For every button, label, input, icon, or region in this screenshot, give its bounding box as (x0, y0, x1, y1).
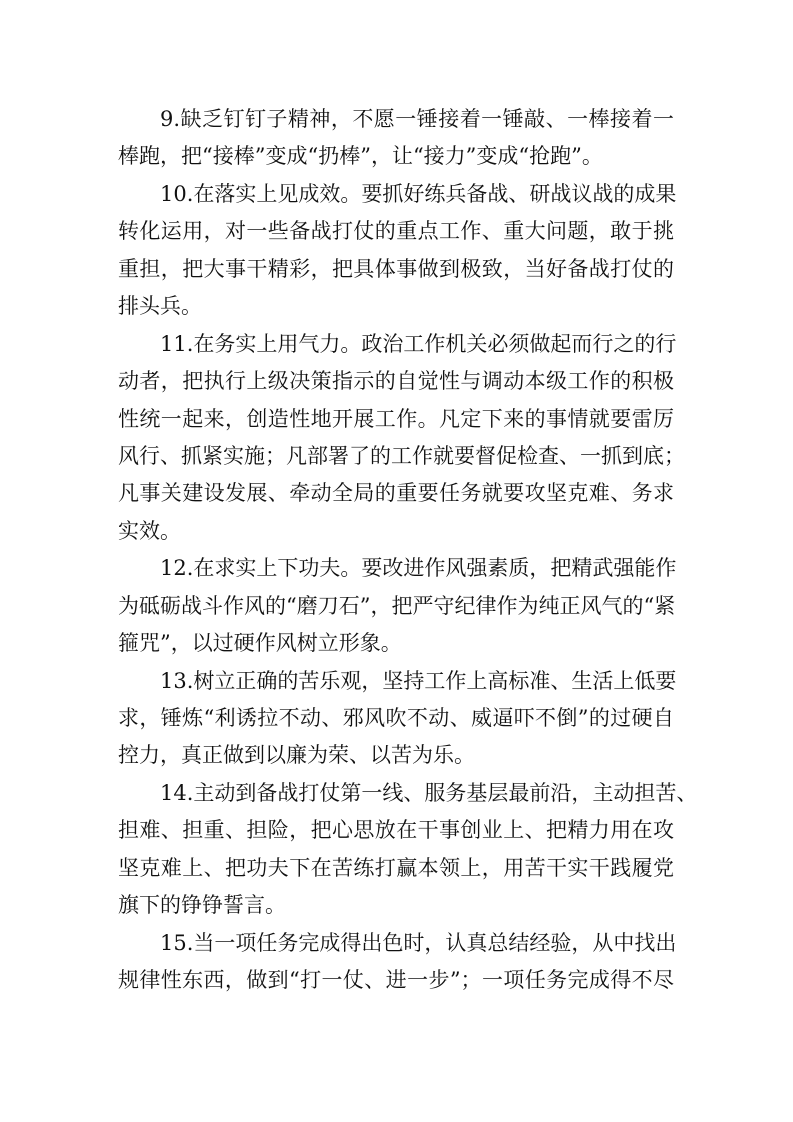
text-line: 性统一起来，创造性地开展工作。凡定下来的事情就要雷厉 (118, 406, 674, 431)
text-line: 旗下的铮铮誓言。 (118, 893, 286, 918)
paragraph (118, 176, 677, 326)
text-line: 坚克难上、把功夫下在苦练打赢本领上，用苦干实干践履党 (118, 855, 674, 880)
paragraph (118, 775, 698, 925)
text-line: 15.当一项任务完成得出色时，认真总结经验，从中找出 (160, 930, 677, 955)
paragraph (118, 101, 674, 176)
paragraph (118, 663, 677, 775)
text-line: 14.主动到备战打仗第一线、服务基层最前沿，主动担苦、 (160, 780, 698, 805)
text-line: 9.缺乏钉钉子精神，不愿一锤接着一锤敲、一棒接着一 (160, 107, 674, 131)
paragraph (118, 925, 677, 1000)
text-line: 排头兵。 (118, 294, 202, 319)
paragraph (118, 326, 685, 551)
text-line: 棒跑，把“接棒”变成“扔棒”，让“接力”变成“抢跑”。 (118, 144, 603, 169)
text-line: 求，锤炼“利诱拉不动、邪风吹不动、威逼吓不倒”的过硬自 (118, 706, 674, 730)
text-line: 规律性东西，做到“打一仗、进一步”；一项任务完成得不尽 (118, 968, 674, 993)
document-page (118, 101, 698, 1000)
text-line: 11.在务实上用气力。政治工作机关必须做起而行之的行 (160, 331, 677, 356)
text-line: 动者，把执行上级决策指示的自觉性与调动本级工作的积极 (118, 369, 674, 394)
text-line: 风行、抓紧实施；凡部署了的工作就要督促检查、一抓到底； (118, 443, 685, 468)
paragraph (118, 550, 677, 662)
text-line: 箍咒”，以过硬作风树立形象。 (118, 631, 402, 656)
text-line: 13.树立正确的苦乐观，坚持工作上高标准、生活上低要 (160, 668, 677, 693)
text-line: 担难、担重、担险，把心思放在干事创业上、把精力用在攻 (118, 818, 674, 843)
text-line: 实效。 (118, 518, 181, 543)
text-line: 转化运用，对一些备战打仗的重点工作、重大问题，敢于挑 (118, 219, 674, 244)
text-line: 为砥砺战斗作风的“磨刀石”，把严守纪律作为纯正风气的“紧 (118, 593, 676, 618)
text-line: 12.在求实上下功夫。要改进作风强素质，把精武强能作 (160, 556, 677, 581)
text-line: 10.在落实上见成效。要抓好练兵备战、研战议战的成果 (160, 181, 677, 206)
text-line: 重担，把大事干精彩，把具体事做到极致，当好备战打仗的 (118, 256, 674, 281)
text-line: 凡事关建设发展、牵动全局的重要任务就要攻坚克难、务求 (118, 481, 674, 506)
text-line: 控力，真正做到以廉为荣、以苦为乐。 (118, 743, 475, 768)
